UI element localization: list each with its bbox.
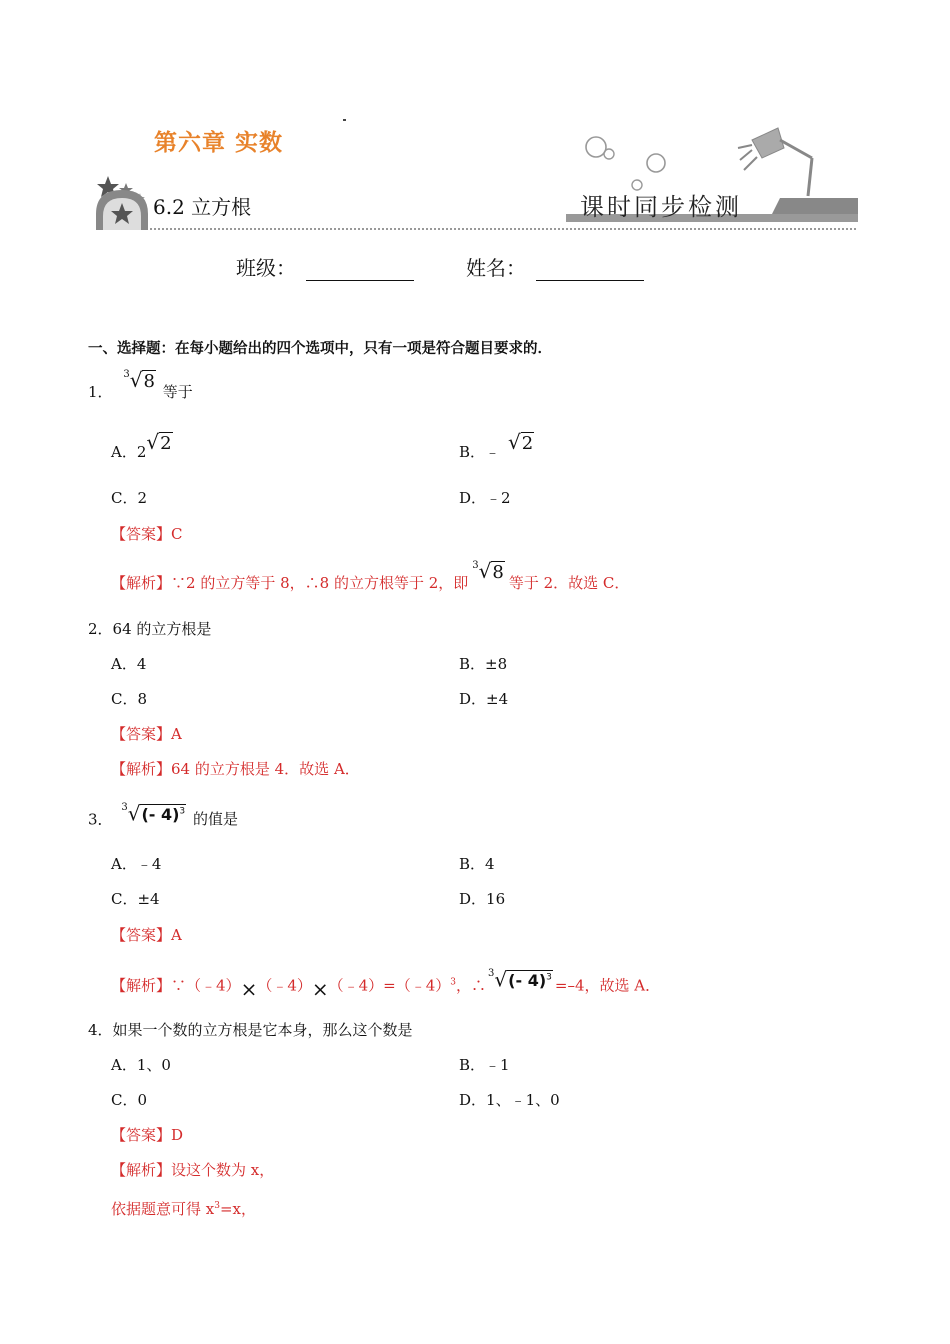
- q2-answer: 【答案】A: [111, 725, 182, 743]
- q3-option-d[interactable]: D．16: [459, 890, 506, 908]
- q2-stem: 2．64 的立方根是: [88, 620, 212, 638]
- times-icon: ×: [240, 977, 258, 1002]
- q1-cube-root: $^3$√8: [123, 368, 155, 392]
- times-icon: ×: [311, 977, 329, 1002]
- header-banner: [0, 0, 950, 240]
- q1-stem-suffix: 等于: [162, 383, 193, 401]
- q4-option-c[interactable]: C．0: [111, 1091, 148, 1109]
- q4-option-b[interactable]: B．﹣1: [459, 1056, 510, 1074]
- star-badge-icon: [96, 176, 148, 230]
- q3-option-c[interactable]: C．±4: [111, 890, 160, 908]
- q4-option-d[interactable]: D．1、﹣1、0: [459, 1091, 560, 1109]
- q3-analysis: 【解析】∵（﹣4）×（﹣4）×（﹣4）=（﹣4）$^3$，∴$^3$√(- 4)$^3$ =–4，故选 A．: [111, 967, 661, 1002]
- q3-answer-value: A: [171, 926, 182, 944]
- q1-option-a[interactable]: A．2√2: [111, 430, 172, 461]
- q3-answer: 【答案】A: [111, 926, 182, 944]
- name-input-line[interactable]: [536, 260, 644, 281]
- q3-number: 3．: [88, 810, 113, 829]
- q3-option-a[interactable]: A．﹣4: [111, 855, 162, 873]
- q1-answer: 【答案】C: [111, 525, 183, 543]
- q2-option-c[interactable]: C．8: [111, 690, 148, 708]
- header-decoration: [0, 0, 950, 240]
- chapter-title: 第六章 实数: [154, 130, 284, 156]
- q1-stem: [88, 368, 193, 405]
- q4-analysis-line2: 依据题意可得 $x^3=x$，: [111, 1200, 256, 1218]
- q2-option-d[interactable]: D．±4: [459, 690, 509, 708]
- name-label: 姓名：: [466, 256, 526, 280]
- name-field: [466, 252, 644, 281]
- class-label: 班级：: [236, 256, 296, 280]
- q2-analysis: 【解析】64 的立方根是 4．故选 A．: [111, 760, 360, 778]
- q4-option-a[interactable]: A．1、0: [111, 1056, 171, 1074]
- q2-answer-value: A: [171, 725, 182, 743]
- section-title: 6.2 立方根: [153, 195, 252, 219]
- q4-analysis: 【解析】设这个数为 x，: [111, 1161, 275, 1179]
- lamp-icon: [738, 128, 812, 196]
- q2-option-b[interactable]: B．±8: [459, 655, 508, 673]
- q1-radicand: 8: [143, 371, 155, 392]
- q3-option-b[interactable]: B．4: [459, 855, 495, 873]
- q4-answer-value: D: [171, 1126, 184, 1144]
- q1-root-index: 3: [123, 369, 130, 380]
- class-input-line[interactable]: [306, 260, 414, 281]
- q4-answer: 【答案】D: [111, 1126, 184, 1144]
- q4-stem: 4．如果一个数的立方根是它本身，那么这个数是: [88, 1021, 413, 1039]
- section-heading: 一、选择题：在每小题给出的四个选项中，只有一项是符合题目要求的．: [88, 341, 552, 357]
- q1-answer-value: C: [171, 525, 183, 543]
- sync-label: 课时同步检测: [580, 193, 742, 221]
- q2-number: 2．: [88, 620, 113, 638]
- q1-number: 1．: [88, 383, 113, 401]
- q3-stem: 3． $^3$√(- 4)$^3$ 的值是: [88, 801, 238, 829]
- class-field: [236, 252, 414, 281]
- q1-option-d[interactable]: D．﹣2: [459, 489, 511, 507]
- q1-option-b[interactable]: B．﹣ √2: [459, 430, 534, 461]
- q4-number: 4．: [88, 1021, 113, 1039]
- q1-option-c[interactable]: C．2: [111, 489, 148, 507]
- q2-option-a[interactable]: A．4: [111, 655, 147, 673]
- q1-analysis: 【解析】∵2 的立方等于 8，∴8 的立方根等于 2，即$^3$√8 等于 2．故选 C．: [111, 559, 630, 592]
- q3-cube-root: $^3$√(- 4)$^3$: [121, 801, 186, 826]
